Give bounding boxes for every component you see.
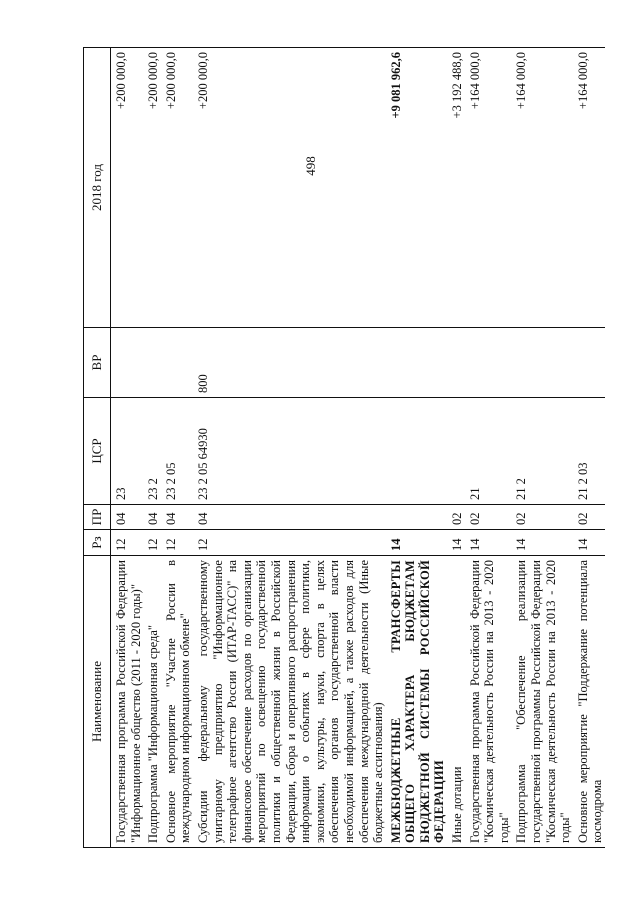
- row-name: Субсидии федеральному государственному унитарному предприятию "Информационное телеграфное агентство России (ИТАР-ТАСС)" на финансовое обеспечение расходов по организации мероприятий по освещению государственной политики и общественной жизни в Российской Федерации, сбора и оперативного распространения информации о событиях в сфере политики, экономики, культуры, науки, спорта в целях обеспечения органов государственной власти необходимой информацией, а также расходов для обеспечения международной деятельности (Иные бюджетные ассигнования): [193, 556, 386, 848]
- row-vr: [386, 328, 447, 398]
- row-name: Подпрограмма "Обеспечение реализации государственной программы Российской Федерации "Космическая деятельность России на 2013 - 2020 годы": [511, 556, 572, 848]
- row-name: Подпрограмма "Информационная среда": [143, 556, 161, 848]
- row-sum: +164 000,0: [573, 48, 605, 328]
- row-csr: 23: [111, 398, 144, 505]
- row-rz: 14: [465, 530, 512, 556]
- table-row: [143, 48, 161, 848]
- table-row: [447, 48, 465, 848]
- header-year: 2018 год: [84, 48, 111, 328]
- row-rz: 12: [143, 530, 161, 556]
- row-rz: 14: [447, 530, 465, 556]
- row-csr: 23 2: [143, 398, 161, 505]
- row-vr: [447, 328, 465, 398]
- row-pr: [386, 505, 447, 530]
- row-vr: [511, 328, 572, 398]
- table-header-row: [84, 48, 111, 848]
- row-name: Государственная программа Российской Федерации "Информационное общество (2011 - 2020 годы)": [111, 556, 144, 848]
- row-name: Основное мероприятие "Участие России в международном информационном обмене": [161, 556, 193, 848]
- row-sum: +200 000,0: [193, 48, 386, 328]
- row-vr: [111, 328, 144, 398]
- row-rz: 12: [193, 530, 386, 556]
- row-rz: 14: [573, 530, 605, 556]
- row-rz: 14: [511, 530, 572, 556]
- row-pr: 04: [111, 505, 144, 530]
- row-name: Основное мероприятие "Поддержание потенциала космодрома: [573, 556, 605, 848]
- row-sum: +200 000,0: [111, 48, 144, 328]
- row-sum: +164 000,0: [465, 48, 512, 328]
- header-name: Наименование: [84, 556, 111, 848]
- row-name: Государственная программа Российской Федерации "Космическая деятельность России на 2013 - 2020 годы": [465, 556, 512, 848]
- table-row: [111, 48, 144, 848]
- row-rz: 12: [161, 530, 193, 556]
- row-sum: +200 000,0: [143, 48, 161, 328]
- row-rz: 12: [111, 530, 144, 556]
- header-rz: Рз: [84, 530, 111, 556]
- row-vr: [143, 328, 161, 398]
- table-body: [111, 48, 606, 848]
- table-row: [573, 48, 605, 848]
- row-name: Иные дотации: [447, 556, 465, 848]
- row-vr: [573, 328, 605, 398]
- header-csr: ЦСР: [84, 398, 111, 505]
- row-pr: 04: [193, 505, 386, 530]
- row-sum: +164 000,0: [511, 48, 572, 328]
- row-vr: [465, 328, 512, 398]
- header-vr: ВР: [84, 328, 111, 398]
- row-pr: 02: [465, 505, 512, 530]
- row-pr: 04: [143, 505, 161, 530]
- budget-table-sheet: [83, 48, 605, 848]
- header-pr: ПР: [84, 505, 111, 530]
- row-csr: [447, 398, 465, 505]
- row-csr: 23 2 05: [161, 398, 193, 505]
- table-row: [193, 48, 386, 848]
- row-csr: 21 2: [511, 398, 572, 505]
- row-vr: [161, 328, 193, 398]
- row-csr: 23 2 05 64930: [193, 398, 386, 505]
- row-vr: 800: [193, 328, 386, 398]
- row-name: МЕЖБЮДЖЕТНЫЕ ТРАНСФЕРТЫ ОБЩЕГО ХАРАКТЕРА БЮДЖЕТАМ БЮДЖЕТНОЙ СИСТЕМЫ РОССИЙСКОЙ ФЕДЕРАЦИИ: [386, 556, 447, 848]
- row-sum: +9 081 962,6: [386, 48, 447, 328]
- row-pr: 02: [447, 505, 465, 530]
- row-pr: 04: [161, 505, 193, 530]
- row-pr: 02: [573, 505, 605, 530]
- row-rz: 14: [386, 530, 447, 556]
- row-csr: 21 2 03: [573, 398, 605, 505]
- row-sum: +3 192 488,0: [447, 48, 465, 328]
- table-row: [465, 48, 512, 848]
- table-row: [511, 48, 572, 848]
- row-csr: 21: [465, 398, 512, 505]
- table-row: [386, 48, 447, 848]
- row-sum: +200 000,0: [161, 48, 193, 328]
- table-row: [161, 48, 193, 848]
- budget-table: [83, 47, 605, 848]
- row-pr: 02: [511, 505, 572, 530]
- row-csr: [386, 398, 447, 505]
